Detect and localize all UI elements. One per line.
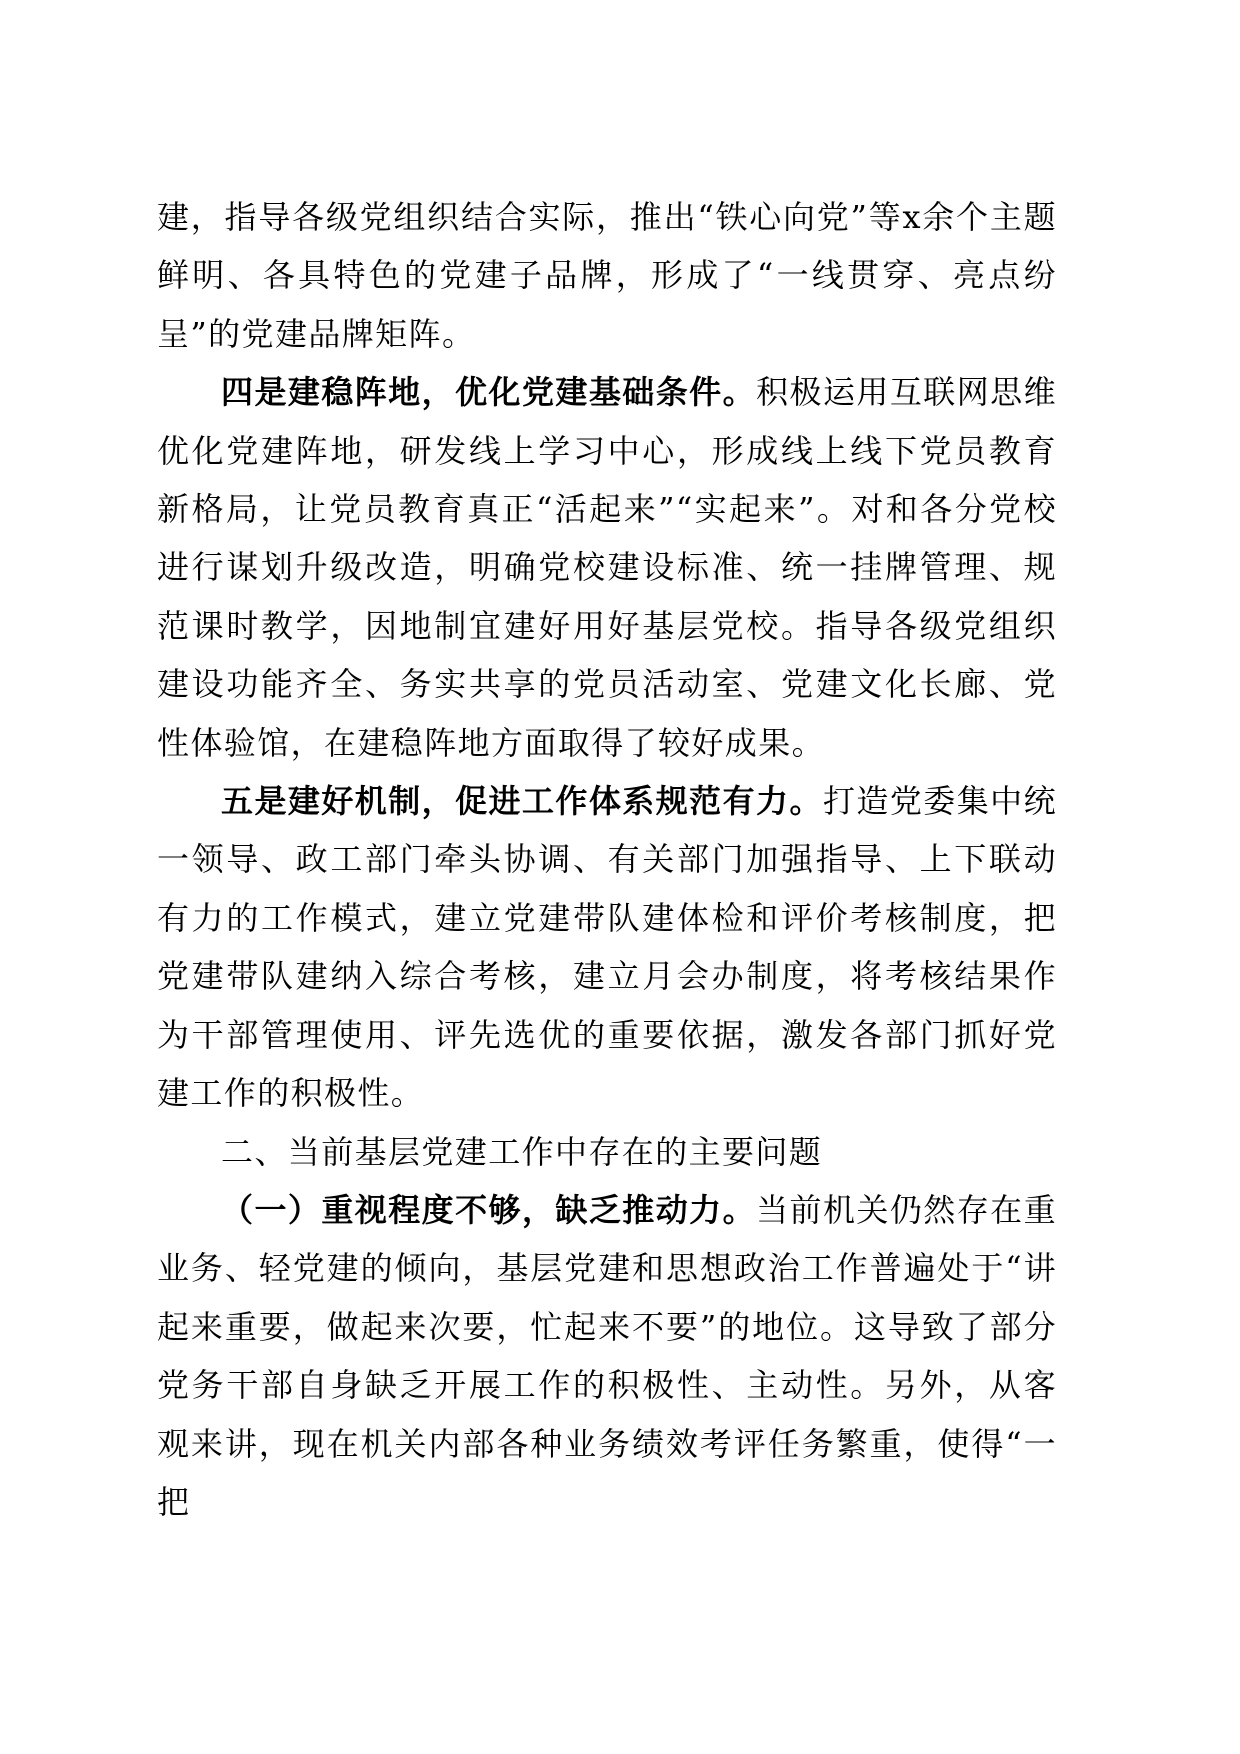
paragraph-issue-one [157, 1181, 1057, 1531]
paragraph-point-five [157, 772, 1057, 1122]
paragraph-lead: 四是建稳阵地，优化党建基础条件。 [221, 373, 757, 412]
paragraph-text: 建，指导各级党组织结合实际，推出“铁心向党”等x余个主题鲜明、各具特色的党建子品牌，形成了“一线贯穿、亮点纷呈”的党建品牌矩阵。 [157, 198, 1057, 353]
paragraph-lead: 五是建好机制，促进工作体系规范有力。 [221, 782, 823, 821]
section-heading: 二、当前基层党建工作中存在的主要问题 [221, 1132, 823, 1171]
document-body [157, 188, 1057, 1531]
paragraph-point-four [157, 363, 1057, 772]
paragraph-text: 当前机关仍然存在重业务、轻党建的倾向，基层党建和思想政治工作普遍处于“讲起来重要，做起来次要，忙起来不要”的地位。这导致了部分党务干部自身缺乏开展工作的积极性、主动性。另外，从客观来讲，现在机关内部各种业务绩效考评任务繁重，使得“一把 [157, 1190, 1057, 1521]
paragraph-continued [157, 188, 1057, 363]
paragraph-lead: （一）重视程度不够，缺乏推动力。 [221, 1190, 757, 1229]
paragraph-text: 积极运用互联网思维优化党建阵地，研发线上学习中心，形成线上线下党员教育新格局，让党员教育真正“活起来”“实起来”。对和各分党校进行谋划升级改造，明确党校建设标准、统一挂牌管理、规范课时教学，因地制宜建好用好基层党校。指导各级党组织建设功能齐全、务实共享的党员活动室、党建文化长廊、党性体验馆，在建稳阵地方面取得了较好成果。 [157, 373, 1057, 762]
paragraph-text: 打造党委集中统一领导、政工部门牵头协调、有关部门加强指导、上下联动有力的工作模式，建立党建带队建体检和评价考核制度，把党建带队建纳入综合考核，建立月会办制度，将考核结果作为干部管理使用、评先选优的重要依据，激发各部门抓好党建工作的积极性。 [157, 782, 1057, 1113]
